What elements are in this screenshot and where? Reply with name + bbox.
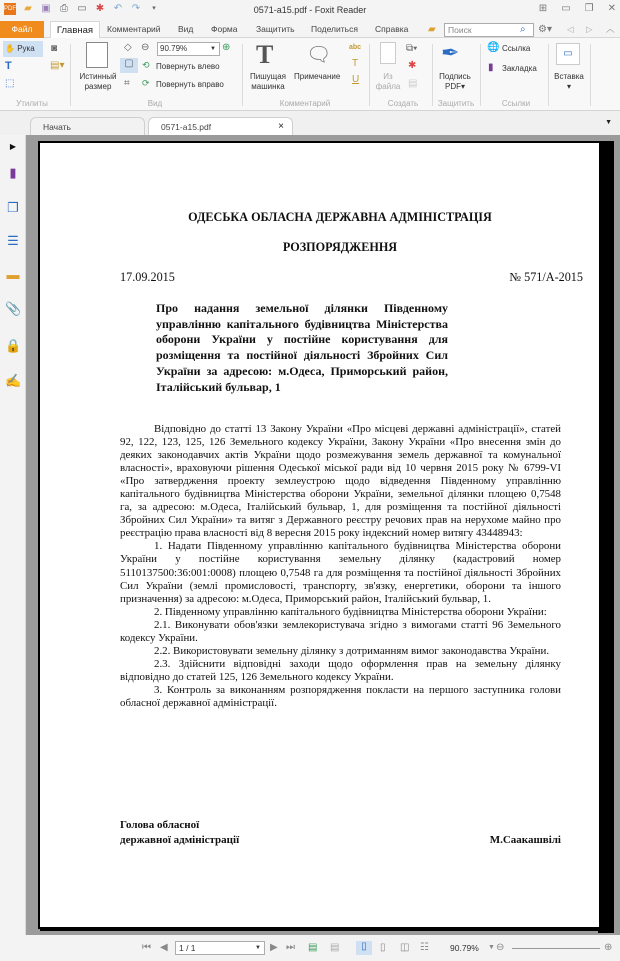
open-icon[interactable]: ▰ (24, 3, 32, 14)
typewriter-button[interactable]: Пишущая машинка (250, 72, 286, 91)
menu-home[interactable]: Главная (50, 21, 100, 39)
zoom-dropdown-icon[interactable]: ▼ (488, 944, 495, 951)
document-tabs (0, 111, 620, 135)
paragraph-3: 3. Контроль за виконанням розпорядження покласти на першого заступника голови обласної державної адміністрації. (120, 683, 561, 709)
tab-start[interactable]: Начать (30, 117, 145, 135)
bookmark-button[interactable]: Закладка (502, 64, 537, 73)
paragraph-2: 2. Південному управлінню капітального будівництва Міністерства оборони України: (154, 605, 547, 618)
zoom-slider[interactable] (512, 948, 600, 949)
document-viewer[interactable] (26, 135, 620, 935)
first-page-icon[interactable]: ⏮ (142, 942, 151, 953)
continuous-facing-icon[interactable]: ☷ (420, 942, 429, 953)
from-file-icon (380, 42, 396, 64)
link-button[interactable]: Ссылка (502, 44, 531, 53)
redo-icon[interactable]: ↷ (131, 3, 141, 14)
fit-visible-icon[interactable]: ⌗ (124, 78, 130, 89)
from-file-button[interactable]: Из файла (375, 72, 401, 91)
group-create-label: Создать (387, 99, 419, 108)
tab-list-icon[interactable]: ▼ (605, 119, 612, 126)
last-page-icon[interactable]: ⏭ (286, 942, 295, 953)
window-title: 0571-a15.pdf - Foxit Reader (253, 5, 367, 15)
signature-name: М.Саакашвілі (489, 834, 561, 846)
expand-panel-icon[interactable]: ▶ (9, 142, 17, 151)
actual-size-button[interactable]: Истинный размер (79, 72, 117, 91)
actual-size-icon[interactable] (86, 42, 108, 68)
select-annotation-icon[interactable]: ⬚ (5, 78, 15, 89)
note-icon[interactable]: 🗨 (306, 44, 332, 66)
group-comment-label: Комментарий (279, 99, 331, 108)
zoom-level[interactable]: 90.79% (450, 943, 479, 953)
foxit-logo-icon: PDF (4, 3, 16, 15)
previous-view-icon[interactable]: ▤ (308, 942, 318, 953)
search-input[interactable]: Поиск (444, 23, 534, 37)
bookmarks-icon[interactable]: ▮ (9, 165, 17, 180)
combine-icon[interactable]: ⧉▾ (406, 43, 418, 54)
ribbon-tabs (0, 21, 620, 38)
rotate-right-icon[interactable]: ⟳ (142, 78, 150, 88)
ribbon (0, 38, 620, 111)
navigation-panel (0, 135, 26, 935)
tab-document[interactable]: 0571-a15.pdf × (148, 117, 293, 135)
hand-tool-button[interactable]: ✋ Рука (3, 41, 43, 57)
single-page-icon[interactable]: ▯ (356, 941, 372, 955)
document-number: № 571/А-2015 (509, 270, 583, 284)
menu-comment[interactable]: Комментарий (107, 24, 161, 34)
video-icon: ▭ (556, 43, 580, 65)
sign-pdf-button[interactable]: Подпись PDF▾ (439, 72, 471, 91)
paragraph-2-3: 2.3. Здійснити відповідні заходи щодо оформлення прав на земельну ділянку відповідно до статей 125, 126 Земельного кодексу України. (120, 657, 561, 683)
menu-share[interactable]: Поделиться (311, 24, 358, 34)
document-organization: ОДЕСЬКА ОБЛАСНА ДЕРЖАВНА АДМІНІСТРАЦІЯ (188, 210, 492, 224)
link-icon: 🌐 (487, 42, 500, 53)
menu-protect[interactable]: Защитить (256, 24, 295, 34)
minimize-button[interactable]: ▭ (561, 3, 571, 14)
signature-title-1: Голова обласної (120, 819, 200, 831)
customize-icon[interactable]: ▾ (152, 5, 156, 12)
paragraph-2-2: 2.2. Використовувати земельну ділянку з дотриманням вимог законодавства України. (154, 644, 550, 657)
layers-icon[interactable]: ☰ (7, 233, 19, 248)
sign-pen-icon[interactable]: ✒ (441, 40, 460, 65)
insert-button[interactable]: Вставка ▾ (554, 72, 584, 91)
new-icon[interactable]: ✱ (95, 3, 105, 14)
typewriter-icon[interactable]: T (256, 40, 274, 69)
page-number-input[interactable]: 1 / 1 ▼ (175, 941, 265, 955)
group-view-label: Вид (147, 99, 163, 108)
rotate-right-button[interactable]: Повернуть вправо (156, 80, 224, 89)
document-type: РОЗПОРЯДЖЕННЯ (282, 240, 398, 254)
collapse-ribbon-icon[interactable]: ︿ (606, 24, 615, 34)
close-button[interactable]: ✕ (607, 3, 616, 14)
attachments-icon[interactable]: 📎 (5, 301, 22, 316)
prev-icon[interactable]: ◁ (567, 24, 574, 34)
signature-title-2: державної адміністрації (120, 834, 240, 846)
clipboard-create-icon[interactable]: ▤ (408, 78, 418, 89)
find-folder-icon[interactable]: ▰ (428, 24, 436, 35)
facing-icon[interactable]: ◫ (400, 942, 410, 953)
clipboard-icon[interactable]: ▤▾ (50, 60, 65, 71)
paragraph-preamble: Відповідно до статті 13 Закону України «Про місцеві державні адміністрації», статей 92, 122, 123, 125, 126 Земельного кодексу України, Закону України «Про внесення змін до деяких законодавчих актів України щодо розмежування земель державної та комунальної власності», враховуючи рішення Одеської міської ради від 10 червня 2015 року № 6799-VI «Про затвердження проекту землеустрою щодо відведення Південному управлінню капітального будівництва Міністерства оборони України, земельної ділянки площею 0,7548 га, за адресою: м.Одеса, Італійський бульвар, 1, для розміщення та постійної діяльності Збройних Сил України» та витяг з Державного реєстру речових прав на нерухоме майно про реєстрацію права власності від 8 вересня 2015 року індексний номер витягу 43448943: (120, 423, 561, 540)
continuous-icon[interactable]: ▯ (380, 942, 386, 953)
close-tab-icon[interactable]: × (278, 121, 284, 132)
underline-icon[interactable]: U (352, 74, 360, 85)
group-tools-label: Утилиты (16, 99, 48, 108)
highlight-icon[interactable]: abc (349, 44, 362, 51)
next-view-icon[interactable]: ▤ (330, 942, 340, 953)
select-text-icon[interactable]: T (5, 60, 12, 72)
prev-page-icon[interactable]: ◀ (160, 942, 168, 953)
blank-page-icon[interactable]: ✱ (408, 60, 417, 71)
status-bar (0, 935, 620, 961)
strikeout-icon[interactable]: T (352, 58, 359, 69)
title-bar (0, 0, 620, 21)
rotate-left-icon[interactable]: ⟲ (142, 60, 150, 70)
zoom-in-icon[interactable]: ⊕ (222, 42, 231, 53)
snapshot-icon[interactable]: ◙ (51, 43, 58, 54)
security-lock-icon[interactable]: 🔒 (5, 338, 22, 353)
document-body (120, 423, 561, 710)
save-icon[interactable]: ▣ (41, 3, 51, 14)
next-page-icon[interactable]: ▶ (270, 942, 278, 953)
chevron-down-icon: ▼ (210, 46, 216, 52)
menu-form[interactable]: Форма (211, 24, 238, 34)
fit-width-icon[interactable]: ▢ (120, 58, 138, 73)
document-date: 17.09.2015 (120, 270, 175, 284)
restore-button[interactable]: ❐ (584, 3, 594, 14)
menu-file[interactable]: Файл (0, 21, 44, 38)
group-links-label: Ссылки (501, 99, 531, 108)
pages-icon[interactable]: ❐ (7, 200, 19, 215)
zoom-out-status-icon[interactable]: ⊖ (496, 942, 505, 953)
zoom-in-status-icon[interactable]: ⊕ (604, 942, 613, 953)
print-icon[interactable]: ⎙ (60, 3, 68, 14)
hand-icon: ✋ (5, 44, 15, 53)
next-icon[interactable]: ▷ (586, 24, 593, 34)
screenshot-icon[interactable]: ▭ (77, 3, 87, 14)
undo-icon[interactable]: ↶ (113, 3, 123, 14)
signature-block (120, 818, 561, 848)
paragraph-2-1: 2.1. Виконувати обов'язки землекористувача згідно з вимогами статті 96 Земельного кодексу України. (120, 618, 561, 644)
menu-view[interactable]: Вид (178, 24, 194, 34)
note-button[interactable]: Примечание (294, 72, 341, 81)
layout-icon[interactable]: ⊞ (538, 3, 548, 14)
comments-icon[interactable]: ▬ (6, 267, 20, 282)
fit-page-icon[interactable]: ◇ (124, 42, 132, 53)
pdf-page (38, 141, 599, 929)
menu-help[interactable]: Справка (375, 24, 409, 34)
search-icon[interactable]: ⌕ (520, 24, 526, 35)
group-protect-label: Защитить (437, 99, 475, 108)
zoom-out-icon[interactable]: ⊖ (141, 42, 150, 53)
gear-icon[interactable]: ⚙▾ (538, 24, 552, 35)
zoom-select[interactable]: 90.79% ▼ (157, 42, 220, 56)
rotate-left-button[interactable]: Повернуть влево (156, 62, 220, 71)
document-subject: Про надання земельної ділянки Південному управлінню капітального будівництва Міністерства оборони України у постійне користування для розміщення та постійної діяльності Збройних Сил України за адресою: м.Одеса, Приморський район, Італійський бульвар, 1 (156, 301, 448, 394)
bookmark-icon: ▮ (488, 62, 494, 73)
signatures-icon[interactable]: ✍ (5, 373, 22, 388)
paragraph-1: 1. Надати Південному управлінню капітального будівництва Міністерства оборони України у постійне користування земельну ділянку (кадастровий номер 5110137500:36:001:0008) площею 0,7548 га для розміщення та постійної діяльності Збройних Сил України (землі промисловості, транспорту, зв'язку, енергетики, оборони та іншого призначення) за адресою: м.Одеса, Приморський район, Італійський бульвар, 1. (120, 540, 561, 605)
chevron-down-icon: ▼ (255, 945, 261, 951)
